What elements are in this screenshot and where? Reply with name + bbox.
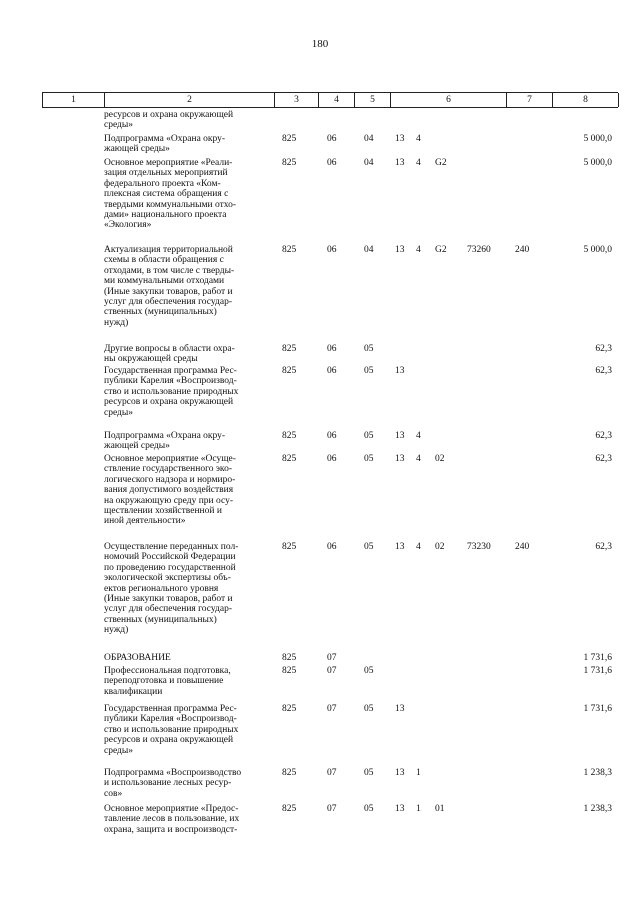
cell-c4: 06 [327, 158, 337, 168]
row-description: Осуществление переданных пол- номочий Российской Федерации по проведению государственной экологической экспертизы объ- ектов регионального уровня (Иные закупки товаров, работ и услуг для обеспечения государ- ственных (муниципальных) нужд) [104, 542, 239, 636]
cell-c8: 62,3 [595, 366, 612, 376]
row-description: Государственная программа Рес- публики Карелия «Воспроизвод- ство и использование природных ресурсов и охрана окружающей среды» [104, 704, 239, 756]
row-description: Подпрограмма «Охрана окру- жающей среды» [104, 431, 226, 452]
row-description: ОБРАЗОВАНИЕ [104, 653, 171, 663]
cell-c8: 5 000,0 [583, 245, 612, 255]
cell-c6b: 4 [416, 245, 421, 255]
row-description: Основное мероприятие «Реали- зация отдельных мероприятий федерального проекта «Ком- плексная система обращения с твердыми коммунальными отхо- дами» национального проекта «Экология» [104, 158, 237, 231]
cell-c5: 05 [364, 804, 374, 814]
cell-c8: 1 731,6 [583, 666, 612, 676]
cell-c6a: 13 [395, 134, 405, 144]
cell-c3: 825 [282, 158, 297, 168]
row-description: Актуализация территориальной схемы в области обращения с отходами, в том числе с тверды- ми коммунальными отходами (Иные закупки товаров, работ и услуг для обеспечения государ- ственных (муниципальных) нужд) [104, 245, 235, 328]
cell-c8: 62,3 [595, 542, 612, 552]
cell-c5: 05 [364, 768, 374, 778]
cell-c3: 825 [282, 804, 297, 814]
cell-c6b: 4 [416, 454, 421, 464]
cell-c7: 240 [515, 245, 530, 255]
cell-c6b: 4 [416, 542, 421, 552]
cell-c4: 06 [327, 245, 337, 255]
cell-c5: 05 [364, 666, 374, 676]
table-header [42, 92, 618, 108]
cell-c3: 825 [282, 454, 297, 464]
header-col-6: 6 [391, 93, 507, 107]
cell-c4: 06 [327, 366, 337, 376]
cell-c6b: 1 [416, 804, 421, 814]
cell-c6a: 13 [395, 454, 405, 464]
cell-c6c: G2 [435, 158, 447, 168]
cell-c6a: 13 [395, 366, 405, 376]
cell-c3: 825 [282, 666, 297, 676]
cell-c3: 825 [282, 134, 297, 144]
cell-c6a: 13 [395, 704, 405, 714]
cell-c6c: 01 [435, 804, 445, 814]
cell-c3: 825 [282, 344, 297, 354]
cell-c5: 05 [364, 542, 374, 552]
cell-c4: 06 [327, 542, 337, 552]
header-col-5: 5 [355, 93, 391, 107]
cell-c4: 07 [327, 804, 337, 814]
cell-c6a: 13 [395, 431, 405, 441]
cell-c6c: 02 [435, 454, 445, 464]
cell-c6a: 13 [395, 768, 405, 778]
row-description: Подпрограмма «Охрана окру- жающей среды» [104, 134, 226, 155]
header-col-7: 7 [507, 93, 553, 107]
row-description: ресурсов и охрана окружающей среды» [104, 110, 234, 131]
cell-c6d: 73260 [467, 245, 491, 255]
row-description: Подпрограмма «Воспроизводство и использование лесных ресур- сов» [104, 768, 242, 799]
cell-c3: 825 [282, 542, 297, 552]
cell-c3: 825 [282, 431, 297, 441]
row-description: Профессиональная подготовка, переподготовка и повышение квалификации [104, 666, 231, 697]
cell-c5: 05 [364, 454, 374, 464]
header-col-8: 8 [553, 93, 619, 107]
cell-c4: 07 [327, 704, 337, 714]
cell-c7: 240 [515, 542, 530, 552]
cell-c6a: 13 [395, 542, 405, 552]
cell-c6a: 13 [395, 245, 405, 255]
cell-c6b: 4 [416, 158, 421, 168]
cell-c6b: 4 [416, 431, 421, 441]
cell-c8: 5 000,0 [583, 158, 612, 168]
header-col-1: 1 [43, 93, 105, 107]
cell-c8: 1 731,6 [583, 704, 612, 714]
cell-c4: 06 [327, 344, 337, 354]
cell-c5: 05 [364, 366, 374, 376]
cell-c5: 04 [364, 134, 374, 144]
cell-c5: 05 [364, 344, 374, 354]
cell-c8: 62,3 [595, 431, 612, 441]
cell-c6b: 4 [416, 134, 421, 144]
cell-c4: 07 [327, 768, 337, 778]
cell-c8: 5 000,0 [583, 134, 612, 144]
cell-c3: 825 [282, 768, 297, 778]
cell-c8: 1 731,6 [583, 653, 612, 663]
cell-c5: 04 [364, 158, 374, 168]
cell-c8: 62,3 [595, 454, 612, 464]
cell-c4: 06 [327, 134, 337, 144]
cell-c3: 825 [282, 704, 297, 714]
cell-c4: 06 [327, 431, 337, 441]
cell-c6a: 13 [395, 158, 405, 168]
cell-c8: 1 238,3 [583, 804, 612, 814]
cell-c5: 04 [364, 245, 374, 255]
page-number: 180 [311, 38, 329, 50]
header-col-2: 2 [105, 93, 275, 107]
budget-table [42, 92, 618, 835]
cell-c6d: 73230 [467, 542, 491, 552]
cell-c3: 825 [282, 245, 297, 255]
cell-c5: 05 [364, 431, 374, 441]
cell-c5: 05 [364, 704, 374, 714]
cell-c4: 07 [327, 653, 337, 663]
header-col-4: 4 [319, 93, 355, 107]
cell-c4: 06 [327, 454, 337, 464]
header-col-3: 3 [275, 93, 319, 107]
cell-c6a: 13 [395, 804, 405, 814]
row-description: Государственная программа Рес- публики Карелия «Воспроизвод- ство и использование природных ресурсов и охрана окружающей среды» [104, 366, 239, 418]
cell-c6c: G2 [435, 245, 447, 255]
row-description: Другие вопросы в области охра- ны окружающей среды [104, 344, 235, 365]
cell-c6c: 02 [435, 542, 445, 552]
row-description: Основное мероприятие «Осуще- ствление государственного эко- логического надзора и нормиро- вания допустимого воздействия на окружающую среду при осу- ществлении хозяйственной и иной деятельности» [104, 454, 236, 527]
cell-c4: 07 [327, 666, 337, 676]
cell-c3: 825 [282, 653, 297, 663]
cell-c3: 825 [282, 366, 297, 376]
cell-c6b: 1 [416, 768, 421, 778]
cell-c8: 62,3 [595, 344, 612, 354]
cell-c8: 1 238,3 [583, 768, 612, 778]
row-description: Основное мероприятие «Предос- тавление лесов в пользование, их охрана, защита и воспроизводст- [104, 804, 240, 835]
